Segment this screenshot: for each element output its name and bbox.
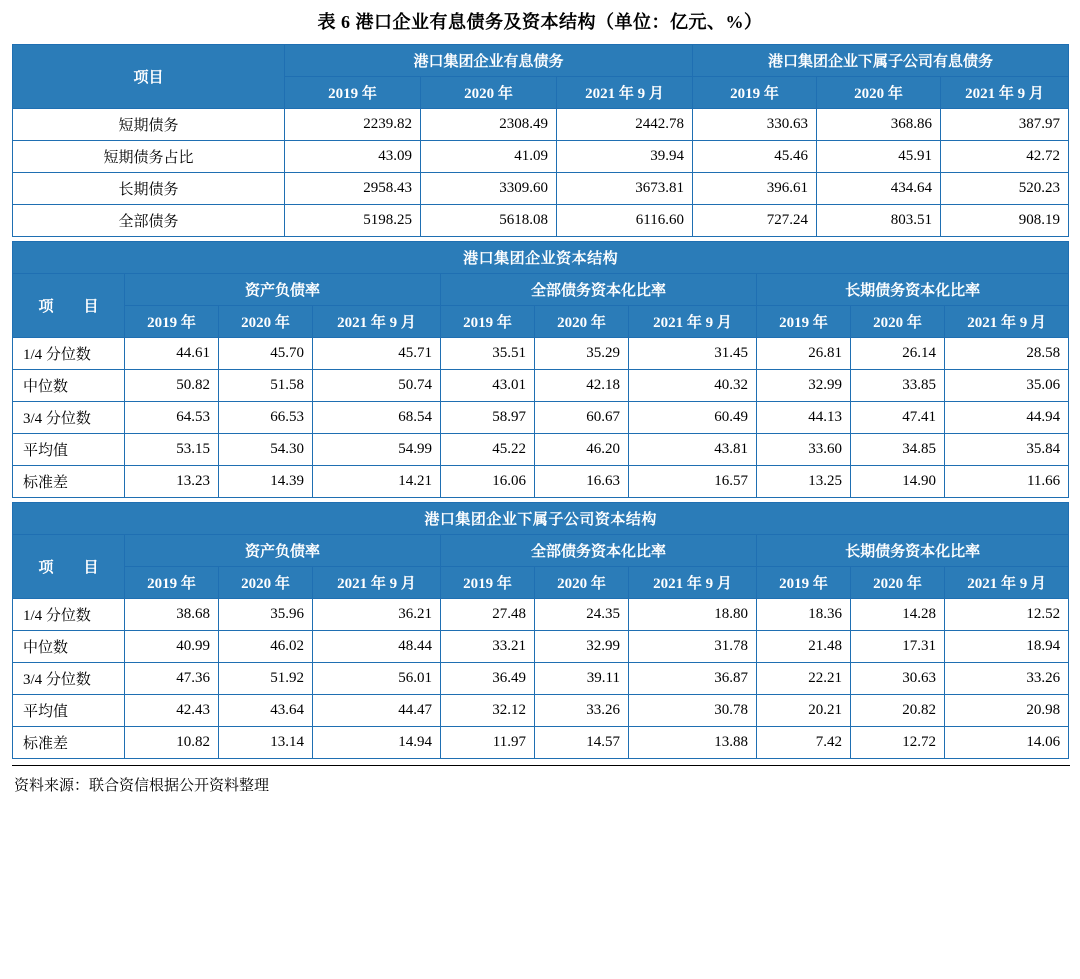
header-group-longterm-capitalization: 长期债务资本化比率	[757, 535, 1069, 567]
cell-value: 35.96	[219, 599, 313, 631]
cell-value: 14.28	[851, 599, 945, 631]
cell-value: 2308.49	[421, 109, 557, 141]
row-label: 全部债务	[13, 205, 285, 237]
cell-value: 35.06	[945, 370, 1069, 402]
cell-value: 434.64	[817, 173, 941, 205]
cell-value: 14.06	[945, 727, 1069, 759]
row-label: 平均值	[13, 695, 125, 727]
cell-value: 45.46	[693, 141, 817, 173]
header-group-longterm-capitalization: 长期债务资本化比率	[757, 274, 1069, 306]
cell-value: 32.12	[441, 695, 535, 727]
cell-value: 20.21	[757, 695, 851, 727]
cell-value: 35.29	[535, 338, 629, 370]
subsidiary-capital-structure-table	[12, 502, 1069, 759]
cell-value: 54.30	[219, 434, 313, 466]
cell-value: 42.18	[535, 370, 629, 402]
cell-value: 28.58	[945, 338, 1069, 370]
header-group-total-capitalization: 全部债务资本化比率	[441, 274, 757, 306]
cell-value: 20.82	[851, 695, 945, 727]
table-header-row	[13, 535, 1069, 567]
table-band-row	[13, 503, 1069, 535]
cell-value: 13.23	[125, 466, 219, 498]
header-year: 2021 年 9 月	[629, 306, 757, 338]
cell-value: 5198.25	[285, 205, 421, 237]
header-year: 2021 年 9 月	[941, 77, 1069, 109]
header-item: 项 目	[13, 535, 125, 599]
cell-value: 58.97	[441, 402, 535, 434]
parent-capital-structure-wrapper	[12, 241, 1068, 498]
cell-value: 27.48	[441, 599, 535, 631]
cell-value: 53.15	[125, 434, 219, 466]
header-year: 2021 年 9 月	[945, 306, 1069, 338]
cell-value: 51.92	[219, 663, 313, 695]
cell-value: 44.47	[313, 695, 441, 727]
cell-value: 13.88	[629, 727, 757, 759]
cell-value: 46.02	[219, 631, 313, 663]
band-title: 港口集团企业资本结构	[13, 242, 1069, 274]
subsidiary-capital-structure-wrapper	[12, 502, 1068, 759]
cell-value: 13.14	[219, 727, 313, 759]
table-row	[13, 370, 1069, 402]
cell-value: 36.21	[313, 599, 441, 631]
table-caption: 表 6 港口企业有息债务及资本结构（单位：亿元、%）	[317, 12, 763, 32]
cell-value: 13.25	[757, 466, 851, 498]
table-row	[13, 338, 1069, 370]
cell-value: 2239.82	[285, 109, 421, 141]
header-year: 2021 年 9 月	[313, 306, 441, 338]
cell-value: 7.42	[757, 727, 851, 759]
row-label: 中位数	[13, 370, 125, 402]
row-label: 3/4 分位数	[13, 663, 125, 695]
table-row	[13, 663, 1069, 695]
cell-value: 54.99	[313, 434, 441, 466]
table-row	[13, 109, 1069, 141]
cell-value: 34.85	[851, 434, 945, 466]
table-subheader-row	[13, 306, 1069, 338]
cell-value: 908.19	[941, 205, 1069, 237]
table-row	[13, 173, 1069, 205]
cell-value: 22.21	[757, 663, 851, 695]
cell-value: 10.82	[125, 727, 219, 759]
cell-value: 16.57	[629, 466, 757, 498]
header-year: 2020 年	[421, 77, 557, 109]
cell-value: 40.99	[125, 631, 219, 663]
row-label: 短期债务	[13, 109, 285, 141]
header-group-parent: 港口集团企业有息债务	[285, 45, 693, 77]
cell-value: 44.61	[125, 338, 219, 370]
header-year: 2019 年	[125, 567, 219, 599]
table-row	[13, 141, 1069, 173]
cell-value: 45.71	[313, 338, 441, 370]
header-year: 2019 年	[757, 567, 851, 599]
cell-value: 43.64	[219, 695, 313, 727]
table-row	[13, 402, 1069, 434]
header-year: 2020 年	[219, 306, 313, 338]
cell-value: 14.94	[313, 727, 441, 759]
cell-value: 31.78	[629, 631, 757, 663]
cell-value: 46.20	[535, 434, 629, 466]
cell-value: 56.01	[313, 663, 441, 695]
header-group-total-capitalization: 全部债务资本化比率	[441, 535, 757, 567]
header-year: 2020 年	[851, 567, 945, 599]
cell-value: 17.31	[851, 631, 945, 663]
cell-value: 39.94	[557, 141, 693, 173]
cell-value: 33.60	[757, 434, 851, 466]
cell-value: 16.63	[535, 466, 629, 498]
cell-value: 42.43	[125, 695, 219, 727]
header-year: 2019 年	[757, 306, 851, 338]
table-subheader-row	[13, 567, 1069, 599]
cell-value: 520.23	[941, 173, 1069, 205]
cell-value: 14.21	[313, 466, 441, 498]
cell-value: 18.94	[945, 631, 1069, 663]
row-label: 短期债务占比	[13, 141, 285, 173]
cell-value: 36.87	[629, 663, 757, 695]
cell-value: 50.82	[125, 370, 219, 402]
header-year: 2021 年 9 月	[313, 567, 441, 599]
cell-value: 18.36	[757, 599, 851, 631]
table-row	[13, 205, 1069, 237]
table-row	[13, 599, 1069, 631]
header-year: 2019 年	[441, 306, 535, 338]
table-row	[13, 631, 1069, 663]
header-year: 2019 年	[441, 567, 535, 599]
cell-value: 11.66	[945, 466, 1069, 498]
table-row	[13, 434, 1069, 466]
cell-value: 2958.43	[285, 173, 421, 205]
cell-value: 396.61	[693, 173, 817, 205]
cell-value: 14.39	[219, 466, 313, 498]
cell-value: 3673.81	[557, 173, 693, 205]
header-year: 2019 年	[693, 77, 817, 109]
cell-value: 40.32	[629, 370, 757, 402]
cell-value: 44.94	[945, 402, 1069, 434]
header-year: 2019 年	[125, 306, 219, 338]
header-group-debt-ratio: 资产负债率	[125, 274, 441, 306]
cell-value: 45.70	[219, 338, 313, 370]
header-year: 2019 年	[285, 77, 421, 109]
cell-value: 26.14	[851, 338, 945, 370]
table-row	[13, 695, 1069, 727]
cell-value: 803.51	[817, 205, 941, 237]
cell-value: 42.72	[941, 141, 1069, 173]
cell-value: 32.99	[535, 631, 629, 663]
cell-value: 39.11	[535, 663, 629, 695]
band-title: 港口集团企业下属子公司资本结构	[13, 503, 1069, 535]
cell-value: 368.86	[817, 109, 941, 141]
debt-table-wrapper	[12, 44, 1068, 237]
cell-value: 45.22	[441, 434, 535, 466]
cell-value: 33.85	[851, 370, 945, 402]
header-group-subsidiary: 港口集团企业下属子公司有息债务	[693, 45, 1069, 77]
cell-value: 5618.08	[421, 205, 557, 237]
cell-value: 35.84	[945, 434, 1069, 466]
cell-value: 21.48	[757, 631, 851, 663]
cell-value: 50.74	[313, 370, 441, 402]
header-year: 2020 年	[219, 567, 313, 599]
cell-value: 20.98	[945, 695, 1069, 727]
parent-capital-structure-table	[12, 241, 1069, 498]
cell-value: 44.13	[757, 402, 851, 434]
cell-value: 47.41	[851, 402, 945, 434]
table-header-row	[13, 45, 1069, 77]
row-label: 1/4 分位数	[13, 599, 125, 631]
row-label: 1/4 分位数	[13, 338, 125, 370]
cell-value: 18.80	[629, 599, 757, 631]
cell-value: 12.52	[945, 599, 1069, 631]
header-year: 2020 年	[535, 567, 629, 599]
header-year: 2021 年 9 月	[945, 567, 1069, 599]
row-label: 平均值	[13, 434, 125, 466]
header-year: 2020 年	[851, 306, 945, 338]
cell-value: 47.36	[125, 663, 219, 695]
table-header-row	[13, 274, 1069, 306]
header-year: 2020 年	[535, 306, 629, 338]
cell-value: 3309.60	[421, 173, 557, 205]
header-year: 2021 年 9 月	[629, 567, 757, 599]
cell-value: 35.51	[441, 338, 535, 370]
cell-value: 48.44	[313, 631, 441, 663]
cell-value: 26.81	[757, 338, 851, 370]
cell-value: 33.26	[535, 695, 629, 727]
cell-value: 2442.78	[557, 109, 693, 141]
cell-value: 12.72	[851, 727, 945, 759]
cell-value: 33.21	[441, 631, 535, 663]
row-label: 标准差	[13, 466, 125, 498]
cell-value: 16.06	[441, 466, 535, 498]
cell-value: 24.35	[535, 599, 629, 631]
header-year: 2021 年 9 月	[557, 77, 693, 109]
cell-value: 45.91	[817, 141, 941, 173]
row-label: 长期债务	[13, 173, 285, 205]
header-item: 项目	[13, 45, 285, 109]
cell-value: 387.97	[941, 109, 1069, 141]
cell-value: 727.24	[693, 205, 817, 237]
source-note: 资料来源：联合资信根据公开资料整理	[12, 765, 1070, 795]
cell-value: 41.09	[421, 141, 557, 173]
cell-value: 330.63	[693, 109, 817, 141]
cell-value: 64.53	[125, 402, 219, 434]
row-label: 中位数	[13, 631, 125, 663]
cell-value: 32.99	[757, 370, 851, 402]
cell-value: 38.68	[125, 599, 219, 631]
cell-value: 43.09	[285, 141, 421, 173]
cell-value: 36.49	[441, 663, 535, 695]
cell-value: 14.57	[535, 727, 629, 759]
header-year: 2020 年	[817, 77, 941, 109]
cell-value: 11.97	[441, 727, 535, 759]
cell-value: 31.45	[629, 338, 757, 370]
cell-value: 30.63	[851, 663, 945, 695]
cell-value: 43.01	[441, 370, 535, 402]
table-band-row	[13, 242, 1069, 274]
cell-value: 30.78	[629, 695, 757, 727]
row-label: 标准差	[13, 727, 125, 759]
header-group-debt-ratio: 资产负债率	[125, 535, 441, 567]
cell-value: 68.54	[313, 402, 441, 434]
cell-value: 60.49	[629, 402, 757, 434]
row-label: 3/4 分位数	[13, 402, 125, 434]
header-item: 项 目	[13, 274, 125, 338]
cell-value: 43.81	[629, 434, 757, 466]
cell-value: 6116.60	[557, 205, 693, 237]
interest-bearing-debt-table	[12, 44, 1069, 237]
cell-value: 66.53	[219, 402, 313, 434]
cell-value: 51.58	[219, 370, 313, 402]
table-row	[13, 466, 1069, 498]
cell-value: 60.67	[535, 402, 629, 434]
table-row	[13, 727, 1069, 759]
cell-value: 14.90	[851, 466, 945, 498]
cell-value: 33.26	[945, 663, 1069, 695]
